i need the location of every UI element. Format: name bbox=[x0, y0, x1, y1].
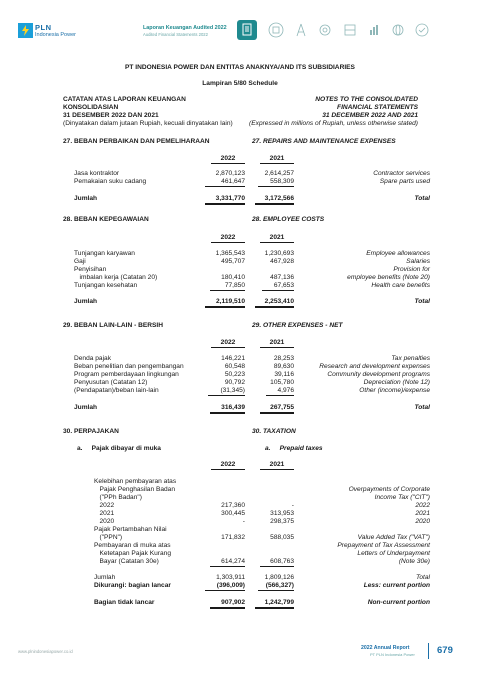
s29-total-en: Total bbox=[414, 404, 430, 411]
s30-noncurrent-en: Non-current portion bbox=[367, 599, 430, 606]
schedule-label: Lampiran 5/80 Schedule bbox=[202, 80, 278, 87]
s29-year-2021: 2021 bbox=[260, 339, 294, 348]
s30-r11-id: Bayar (Catatan 30e) bbox=[94, 558, 159, 565]
s27-total-en: Total bbox=[414, 195, 430, 202]
document-icon[interactable] bbox=[237, 20, 257, 40]
s30-current-en: Less: current portion bbox=[363, 582, 430, 589]
s30-current-v1: (396,009) bbox=[205, 582, 245, 591]
s28-r5-en: Health care benefits bbox=[371, 282, 430, 289]
s30-jumlah-en: Total bbox=[415, 574, 430, 581]
s30-current-v2: (566,327) bbox=[258, 582, 294, 591]
s27-r2-id: Pemakaian suku cadang bbox=[74, 178, 147, 185]
s30-r3-id: ("PPh Badan") bbox=[94, 494, 142, 501]
s30-r11-en: (Note 30e) bbox=[398, 558, 430, 565]
logo-subtitle: Indonesia Power bbox=[35, 32, 76, 38]
s30-noncurrent-v2: 1,242,799 bbox=[255, 599, 294, 609]
s27-total-v1: 3,331,770 bbox=[205, 195, 245, 205]
s30-r5-en: 2021 bbox=[415, 510, 430, 517]
pln-logo-icon bbox=[18, 23, 33, 38]
s28-year-2021: 2021 bbox=[260, 234, 294, 243]
s30-year-2022: 2022 bbox=[211, 461, 245, 470]
s28-r1-id: Tunjangan karyawan bbox=[74, 250, 135, 257]
s28-r5-v2: 67,653 bbox=[262, 282, 294, 291]
s29-r4-v1: 90,792 bbox=[224, 379, 245, 386]
s28-title-id: 28. BEBAN KEPEGAWAIAN bbox=[63, 216, 149, 223]
s29-r1-en: Tax penalties bbox=[391, 355, 430, 362]
s28-total-v2: 2,253,410 bbox=[255, 298, 294, 308]
header-title: Laporan Keuangan Audited 2022 bbox=[143, 25, 227, 31]
s29-total-id: Jumlah bbox=[74, 404, 98, 411]
s30-jumlah-id: Jumlah bbox=[94, 574, 116, 581]
s28-r4-en: employee benefits (Note 20) bbox=[347, 274, 430, 281]
page-number: 679 bbox=[437, 645, 453, 656]
s27-r1-en: Contractor services bbox=[373, 170, 430, 177]
book-icon[interactable] bbox=[266, 20, 286, 40]
right-head-1: NOTES TO THE CONSOLIDATED bbox=[315, 96, 418, 103]
s30-r10-en: Letters of Underpayment bbox=[357, 550, 430, 557]
s29-title-id: 29. BEBAN LAIN-LAIN - BERSIH bbox=[63, 322, 164, 329]
s30-r6-en: 2020 bbox=[415, 518, 430, 525]
s27-r2-v2: 558,309 bbox=[258, 178, 294, 187]
s30-sub-id: a. Pajak dibayar di muka bbox=[77, 445, 161, 452]
s29-r3-en: Community development programs bbox=[327, 371, 430, 378]
s29-total-v1: 316,439 bbox=[210, 404, 245, 414]
footer-report: 2022 Annual Report bbox=[361, 645, 410, 651]
s30-current-id: Dikurangi: bagian lancar bbox=[94, 582, 171, 589]
s30-r9-id: Pembayaran di muka atas bbox=[94, 542, 171, 549]
left-head-1: CATATAN ATAS LAPORAN KEUANGAN bbox=[63, 96, 186, 103]
s29-r3-id: Program pemberdayaan lingkungan bbox=[74, 371, 179, 378]
s27-total-id: Jumlah bbox=[74, 195, 98, 202]
s30-r1-id: Kelebihan pembayaran atas bbox=[94, 478, 177, 485]
s29-r3-v1: 50,223 bbox=[224, 371, 245, 378]
chart-icon[interactable] bbox=[364, 20, 384, 40]
s30-r2-id: Pajak Penghasilan Badan bbox=[94, 486, 176, 493]
s28-r1-en: Employee allowances bbox=[366, 250, 430, 257]
s30-r6-v1: - bbox=[242, 518, 245, 525]
s29-r2-v2: 89,630 bbox=[273, 363, 294, 370]
s28-r2-id: Gaji bbox=[74, 258, 86, 265]
globe-icon[interactable] bbox=[388, 20, 408, 40]
s28-r3-en: Provision for bbox=[393, 266, 430, 273]
s30-r8-v2: 588,035 bbox=[270, 534, 294, 541]
footer-url[interactable]: www.plnindonesiapower.co.id bbox=[18, 649, 73, 654]
s30-r4-id: 2022 bbox=[94, 502, 115, 509]
s30-title-en: 30. TAXATION bbox=[252, 428, 296, 435]
s28-r5-v1: 77,850 bbox=[210, 282, 245, 291]
s27-total-v2: 3,172,566 bbox=[255, 195, 294, 205]
s29-r4-v2: 105,780 bbox=[270, 379, 294, 386]
s28-r3-id: Penyisihan bbox=[74, 266, 107, 273]
s28-r4-v2: 487,136 bbox=[270, 274, 294, 281]
s29-r4-en: Depreciation (Note 12) bbox=[363, 379, 430, 386]
s28-total-v1: 2,119,510 bbox=[205, 298, 245, 308]
s29-r5-id: (Pendapatan)/beban lain-lain bbox=[74, 387, 159, 394]
left-head-2: KONSOLIDASIAN bbox=[63, 104, 119, 111]
s27-r1-id: Jasa kontraktor bbox=[74, 170, 120, 177]
s30-r2-en: Overpayments of Corporate bbox=[348, 486, 430, 493]
right-head-4: (Expressed in millions of Rupiah, unless otherwise stated) bbox=[249, 120, 418, 127]
s28-title-en: 28. EMPLOYEE COSTS bbox=[252, 216, 325, 223]
s29-r1-v1: 146,221 bbox=[221, 355, 245, 362]
grid-icon[interactable] bbox=[340, 20, 360, 40]
s30-r4-v1: 217,360 bbox=[221, 502, 245, 509]
s30-noncurrent-id: Bagian tidak lancar bbox=[94, 599, 155, 606]
s30-r6-id: 2020 bbox=[94, 518, 115, 525]
s29-r5-v1: (31,345) bbox=[208, 387, 245, 396]
s29-r2-v1: 60,548 bbox=[224, 363, 245, 370]
s30-r5-v1: 300,445 bbox=[221, 510, 245, 517]
s28-r2-en: Salaries bbox=[406, 258, 430, 265]
s28-year-2022: 2022 bbox=[211, 234, 245, 243]
s30-r8-en: Value Added Tax ("VAT") bbox=[357, 534, 430, 541]
s30-year-2021: 2021 bbox=[260, 461, 294, 470]
s29-r5-v2: 4,976 bbox=[266, 387, 294, 396]
s28-r4-id: imbalan kerja (Catatan 20) bbox=[74, 274, 158, 281]
header-subtitle: Audited Financial Statements 2022 bbox=[143, 32, 208, 37]
left-head-3: 31 DESEMBER 2022 DAN 2021 bbox=[63, 112, 159, 119]
tower-icon[interactable] bbox=[291, 20, 311, 40]
s30-r8-v1: 171,832 bbox=[221, 534, 245, 541]
s28-r4-v1: 180,410 bbox=[221, 274, 245, 281]
s30-r11-v1: 614,274 bbox=[210, 558, 245, 567]
logo-name: PLN bbox=[35, 23, 52, 32]
s28-r1-v1: 1,365,543 bbox=[215, 250, 245, 257]
s30-r5-v2: 313,953 bbox=[270, 510, 294, 517]
s30-title-id: 30. PERPAJAKAN bbox=[63, 428, 119, 435]
s29-total-v2: 267,755 bbox=[260, 404, 294, 414]
s30-r9-en: Prepayment of Tax Assessment bbox=[337, 542, 430, 549]
s28-r1-v2: 1,230,693 bbox=[264, 250, 294, 257]
footer-divider bbox=[428, 643, 429, 659]
s29-year-2022: 2022 bbox=[211, 339, 245, 348]
s29-title-en: 29. OTHER EXPENSES - NET bbox=[252, 322, 343, 329]
s30-r8-id: ("PPN") bbox=[94, 534, 123, 541]
s28-r5-id: Tunjangan kesehatan bbox=[74, 282, 138, 289]
s27-r1-v2: 2,614,257 bbox=[264, 170, 294, 177]
s30-jumlah-v2: 1,809,126 bbox=[264, 574, 294, 581]
s28-total-en: Total bbox=[414, 298, 430, 305]
s30-noncurrent-v1: 907,902 bbox=[210, 599, 245, 609]
company-title: PT INDONESIA POWER DAN ENTITAS ANAKNYA/AND ITS SUBSIDIARIES bbox=[125, 64, 355, 71]
left-head-4: (Dinyatakan dalam jutaan Rupiah, kecuali dinyatakan lain) bbox=[63, 120, 233, 127]
s30-jumlah-v1: 1,303,911 bbox=[216, 574, 245, 581]
s30-sub-en: a. Prepaid taxes bbox=[265, 445, 323, 452]
seal-icon[interactable] bbox=[412, 20, 432, 40]
s29-r3-v2: 39,116 bbox=[274, 371, 294, 378]
s29-r4-id: Penyusutan (Catatan 12) bbox=[74, 379, 148, 386]
s30-r10-id: Ketetapan Pajak Kurang bbox=[94, 550, 171, 557]
s29-r2-id: Beban penelitian dan pengembangan bbox=[74, 363, 184, 370]
s30-r7-id: Pajak Pertambahan Nilai bbox=[94, 526, 167, 533]
s30-r4-en: 2022 bbox=[415, 502, 430, 509]
s29-r2-en: Research and development expenses bbox=[319, 363, 430, 370]
s29-r5-en: Other (income)/expense bbox=[359, 387, 430, 394]
s27-r2-en: Spare parts used bbox=[379, 178, 430, 185]
gear-icon[interactable] bbox=[315, 20, 335, 40]
s28-r2-v1: 495,707 bbox=[221, 258, 245, 265]
s28-r2-v2: 467,928 bbox=[270, 258, 294, 265]
s30-r6-v2: 298,375 bbox=[270, 518, 294, 525]
s30-r11-v2: 608,763 bbox=[260, 558, 294, 567]
s27-title-en: 27. REPAIRS AND MAINTENANCE EXPENSES bbox=[252, 138, 396, 145]
s30-r4-v2: - bbox=[291, 502, 294, 509]
s28-total-id: Jumlah bbox=[74, 298, 98, 305]
s29-r1-id: Denda pajak bbox=[74, 355, 112, 362]
right-head-2: FINANCIAL STATEMENTS bbox=[337, 104, 418, 111]
s30-r3-en: Income Tax ("CIT") bbox=[374, 494, 430, 501]
s27-year-2022: 2022 bbox=[211, 155, 245, 164]
s29-r1-v2: 28,253 bbox=[273, 355, 294, 362]
s27-title-id: 27. BEBAN PERBAIKAN DAN PEMELIHARAAN bbox=[63, 138, 210, 145]
s30-r5-id: 2021 bbox=[94, 510, 115, 517]
s27-r1-v1: 2,870,123 bbox=[215, 170, 245, 177]
s27-year-2021: 2021 bbox=[260, 155, 294, 164]
footer-report-sub: PT PLN Indonesia Power bbox=[370, 652, 415, 657]
s27-r2-v1: 461,647 bbox=[205, 178, 245, 187]
right-head-3: 31 DECEMBER 2022 AND 2021 bbox=[322, 112, 418, 119]
